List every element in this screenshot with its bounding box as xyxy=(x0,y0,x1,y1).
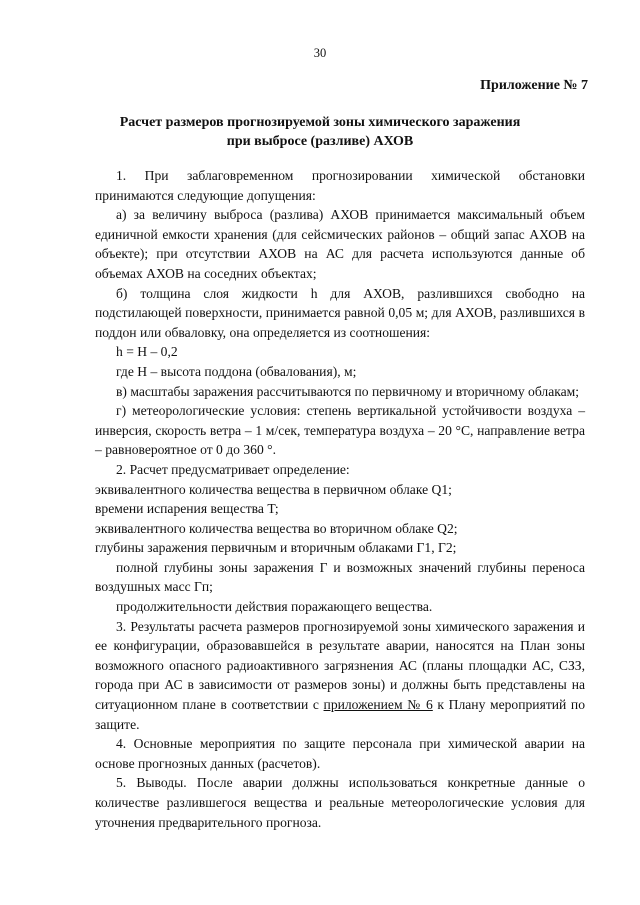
paragraph-3 xyxy=(95,617,585,735)
appendix-label: Приложение № 7 xyxy=(480,78,588,93)
list-item-duration: продолжительности действия поражающего вещества. xyxy=(116,599,433,615)
page-number: 30 xyxy=(313,46,327,60)
appendix-6-link[interactable]: приложением № 6 xyxy=(323,697,433,713)
paragraph-3-text: 3. Результаты расчета размеров прогнозируемой зоны химического заражения и ее конфигурации, образовавшейся в результате аварии, наносятся на План зоны возможного опасного радиоактивного загрязнения АС (планы площадки АС, СЗЗ, города при АС в зависимости от размеров зоны) и должны быть представлены на ситуационном плане в соответствии с xyxy=(95,618,585,713)
paragraph-1: 1. При заблаговременном прогнозировании химической обстановки принимаются следующие допущения: xyxy=(95,168,585,203)
list-item-q2: эквивалентного количества вещества во вторичном облаке Q2; xyxy=(95,520,458,536)
document-title xyxy=(0,113,640,151)
document-body xyxy=(95,166,585,832)
title-line-2: при выбросе (разливе) АХОВ xyxy=(226,134,414,149)
list-item-g-gp: полной глубины зоны заражения Г и возможных значений глубины переноса воздушных масс Гп; xyxy=(95,559,585,595)
paragraph-1v: в) масштабы заражения рассчитываются по первичному и вторичному облакам; xyxy=(116,383,580,399)
list-item-q1: эквивалентного количества вещества в первичном облаке Q1; xyxy=(95,481,452,497)
formula-where: где H – высота поддона (обвалования), м; xyxy=(116,363,357,379)
paragraph-1a: а) за величину выброса (разлива) АХОВ принимается максимальный объем единичной емкости хранения (для сейсмических районов – общий запас АХОВ на объекте); при отсутствии АХОВ на АС для расчета используются данные об объемах АХОВ на соседних объектах; xyxy=(95,207,585,281)
paragraph-1g: г) метеорологические условия: степень вертикальной устойчивости воздуха – инверсия, скорость ветра – 1 м/сек, температура воздуха – 20 °С, направление ветра – равновероятное от 0 до 360 °. xyxy=(95,403,585,458)
title-line-1: Расчет размеров прогнозируемой зоны химического заражения xyxy=(119,115,521,130)
paragraph-2: 2. Расчет предусматривает определение: xyxy=(116,461,350,477)
list-item-g1g2: глубины заражения первичным и вторичным облаками Г1, Г2; xyxy=(95,540,457,556)
paragraph-1b: б) толщина слоя жидкости h для АХОВ, разлившихся свободно на подстилающей поверхности, принимается равной 0,05 м; для АХОВ, разлившихся в поддон или обваловку, она определяется из соотношения: xyxy=(95,285,585,340)
paragraph-5: 5. Выводы. После аварии должны использоваться конкретные данные о количестве разлившегося вещества и реальные метеорологические условия для уточнения предварительного прогноза. xyxy=(95,775,585,830)
paragraph-4: 4. Основные мероприятия по защите персонала при химической аварии на основе прогнозных данных (расчетов). xyxy=(95,736,585,771)
list-item-t: времени испарения вещества T; xyxy=(95,501,279,517)
formula: h = H – 0,2 xyxy=(116,344,178,360)
paragraph-3-tail: к Плану мероприятий по защите. xyxy=(95,697,586,732)
